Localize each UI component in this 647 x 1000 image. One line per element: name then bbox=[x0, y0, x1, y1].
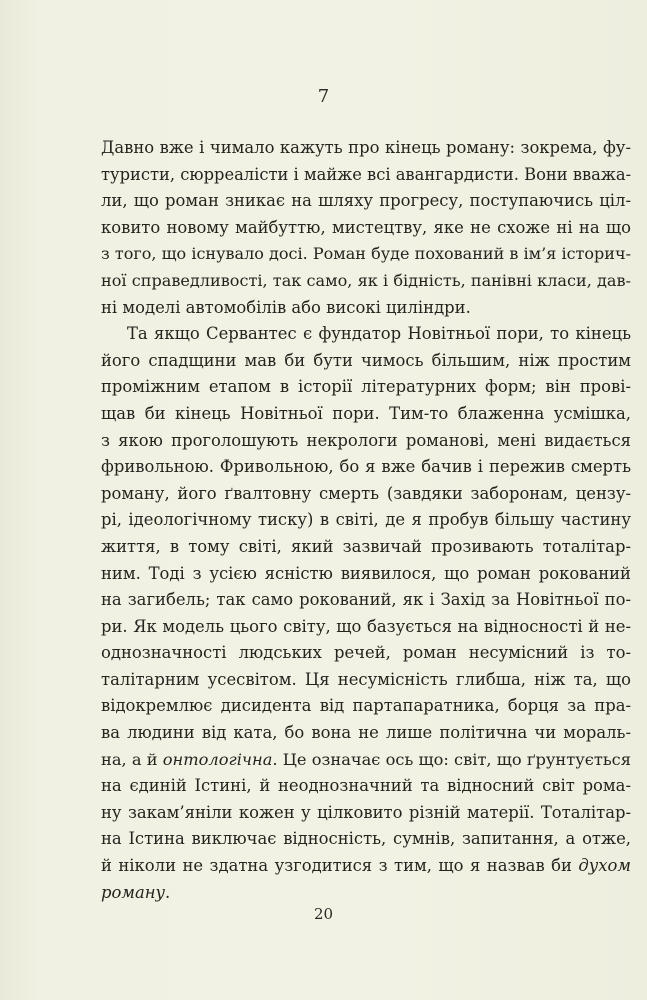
text-fragment: на, а й bbox=[101, 749, 163, 769]
text-line: туристи, сюрреалісти і майже всі авангардисти. Вони вважа- bbox=[101, 164, 632, 184]
text-line: ні моделі автомобілів або високі циліндри. bbox=[101, 297, 471, 317]
text-line: Та якщо Сервантес є фундатор Новітньої пори, то кінець bbox=[127, 324, 631, 344]
text-line-ontology bbox=[101, 747, 631, 774]
paragraph-2 bbox=[101, 321, 631, 747]
text-line: на єдиній Істині, й неоднозначний та відносний світ рома- bbox=[101, 776, 631, 796]
text-line: з того, що існувало досі. Роман буде похований в ім’я історич- bbox=[101, 244, 631, 264]
text-line: ну закам’яніли кожен у цілковито різній матерії. Тоталітар- bbox=[101, 802, 631, 822]
text-line: роману, його ґвалтовну смерть (завдяки заборонам, цензу- bbox=[101, 483, 631, 503]
text-line: проміжним етапом в історії літературних форм; він прові- bbox=[101, 377, 631, 397]
text-line: ва людини від ката, бо вона не лише політична чи мораль- bbox=[101, 723, 631, 743]
body-text bbox=[101, 135, 631, 906]
page-number: 20 bbox=[313, 905, 334, 923]
text-line: рі, ідеологічному тиску) в світі, де я пробув більшу частину bbox=[101, 510, 631, 530]
text-fragment: . Це означає ось що: світ, що ґрунтується bbox=[272, 749, 631, 769]
text-fragment: . bbox=[165, 882, 171, 902]
text-line: щав би кінець Новітньої пори. Тим-то блаженна усмішка, bbox=[101, 403, 631, 423]
text-line: Давно вже і чимало кажуть про кінець роману: зокрема, фу- bbox=[101, 138, 631, 157]
text-line: ної справедливості, так само, як і бідність, панівні класи, дав- bbox=[101, 270, 631, 290]
text-line-spirit bbox=[101, 853, 631, 880]
text-line: ри. Як модель цього світу, що базується на відносності й не- bbox=[101, 616, 631, 636]
text-line: фривольною. Фривольною, бо я вже бачив і пережив смерть bbox=[101, 457, 631, 477]
text-fragment: й ніколи не здатна узгодитися з тим, що я назвав би bbox=[101, 856, 579, 876]
italic-term-ontological: онтологічна bbox=[162, 749, 273, 769]
text-line: з якою проголошують некрологи романові, мені видається bbox=[101, 430, 631, 450]
text-line: відокремлює дисидента від партапаратника, борця за пра- bbox=[101, 696, 631, 716]
text-line: ли, що роман зникає на шляху прогресу, поступаючись ціл- bbox=[101, 191, 631, 211]
text-line-final bbox=[101, 880, 631, 907]
text-line: талітарним усесвітом. Ця несумісність глибша, ніж та, що bbox=[101, 669, 631, 689]
text-line: на Істина виключає відносність, сумнів, запитання, а отже, bbox=[101, 829, 631, 849]
paragraph-2-continued bbox=[101, 773, 631, 853]
paragraph-1 bbox=[101, 135, 631, 321]
text-line: його спадщини мав би бути чимось більшим, ніж простим bbox=[101, 350, 631, 370]
italic-term-spirit: духом bbox=[578, 856, 631, 876]
text-line: однозначності людських речей, роман несумісний із то- bbox=[101, 643, 631, 663]
text-line: життя, в тому світі, який зазвичай прозивають тоталітар- bbox=[101, 536, 631, 556]
text-line: ним. Тоді з усією ясністю виявилося, що роман рокований bbox=[101, 563, 631, 583]
italic-term-novel: роману bbox=[101, 882, 166, 902]
text-line: на загибель; так само рокований, як і Захід за Новітньої по- bbox=[101, 590, 631, 610]
text-line: ковито новому майбуттю, мистецтву, яке не схоже ні на що bbox=[101, 217, 631, 237]
chapter-number: 7 bbox=[317, 86, 330, 107]
